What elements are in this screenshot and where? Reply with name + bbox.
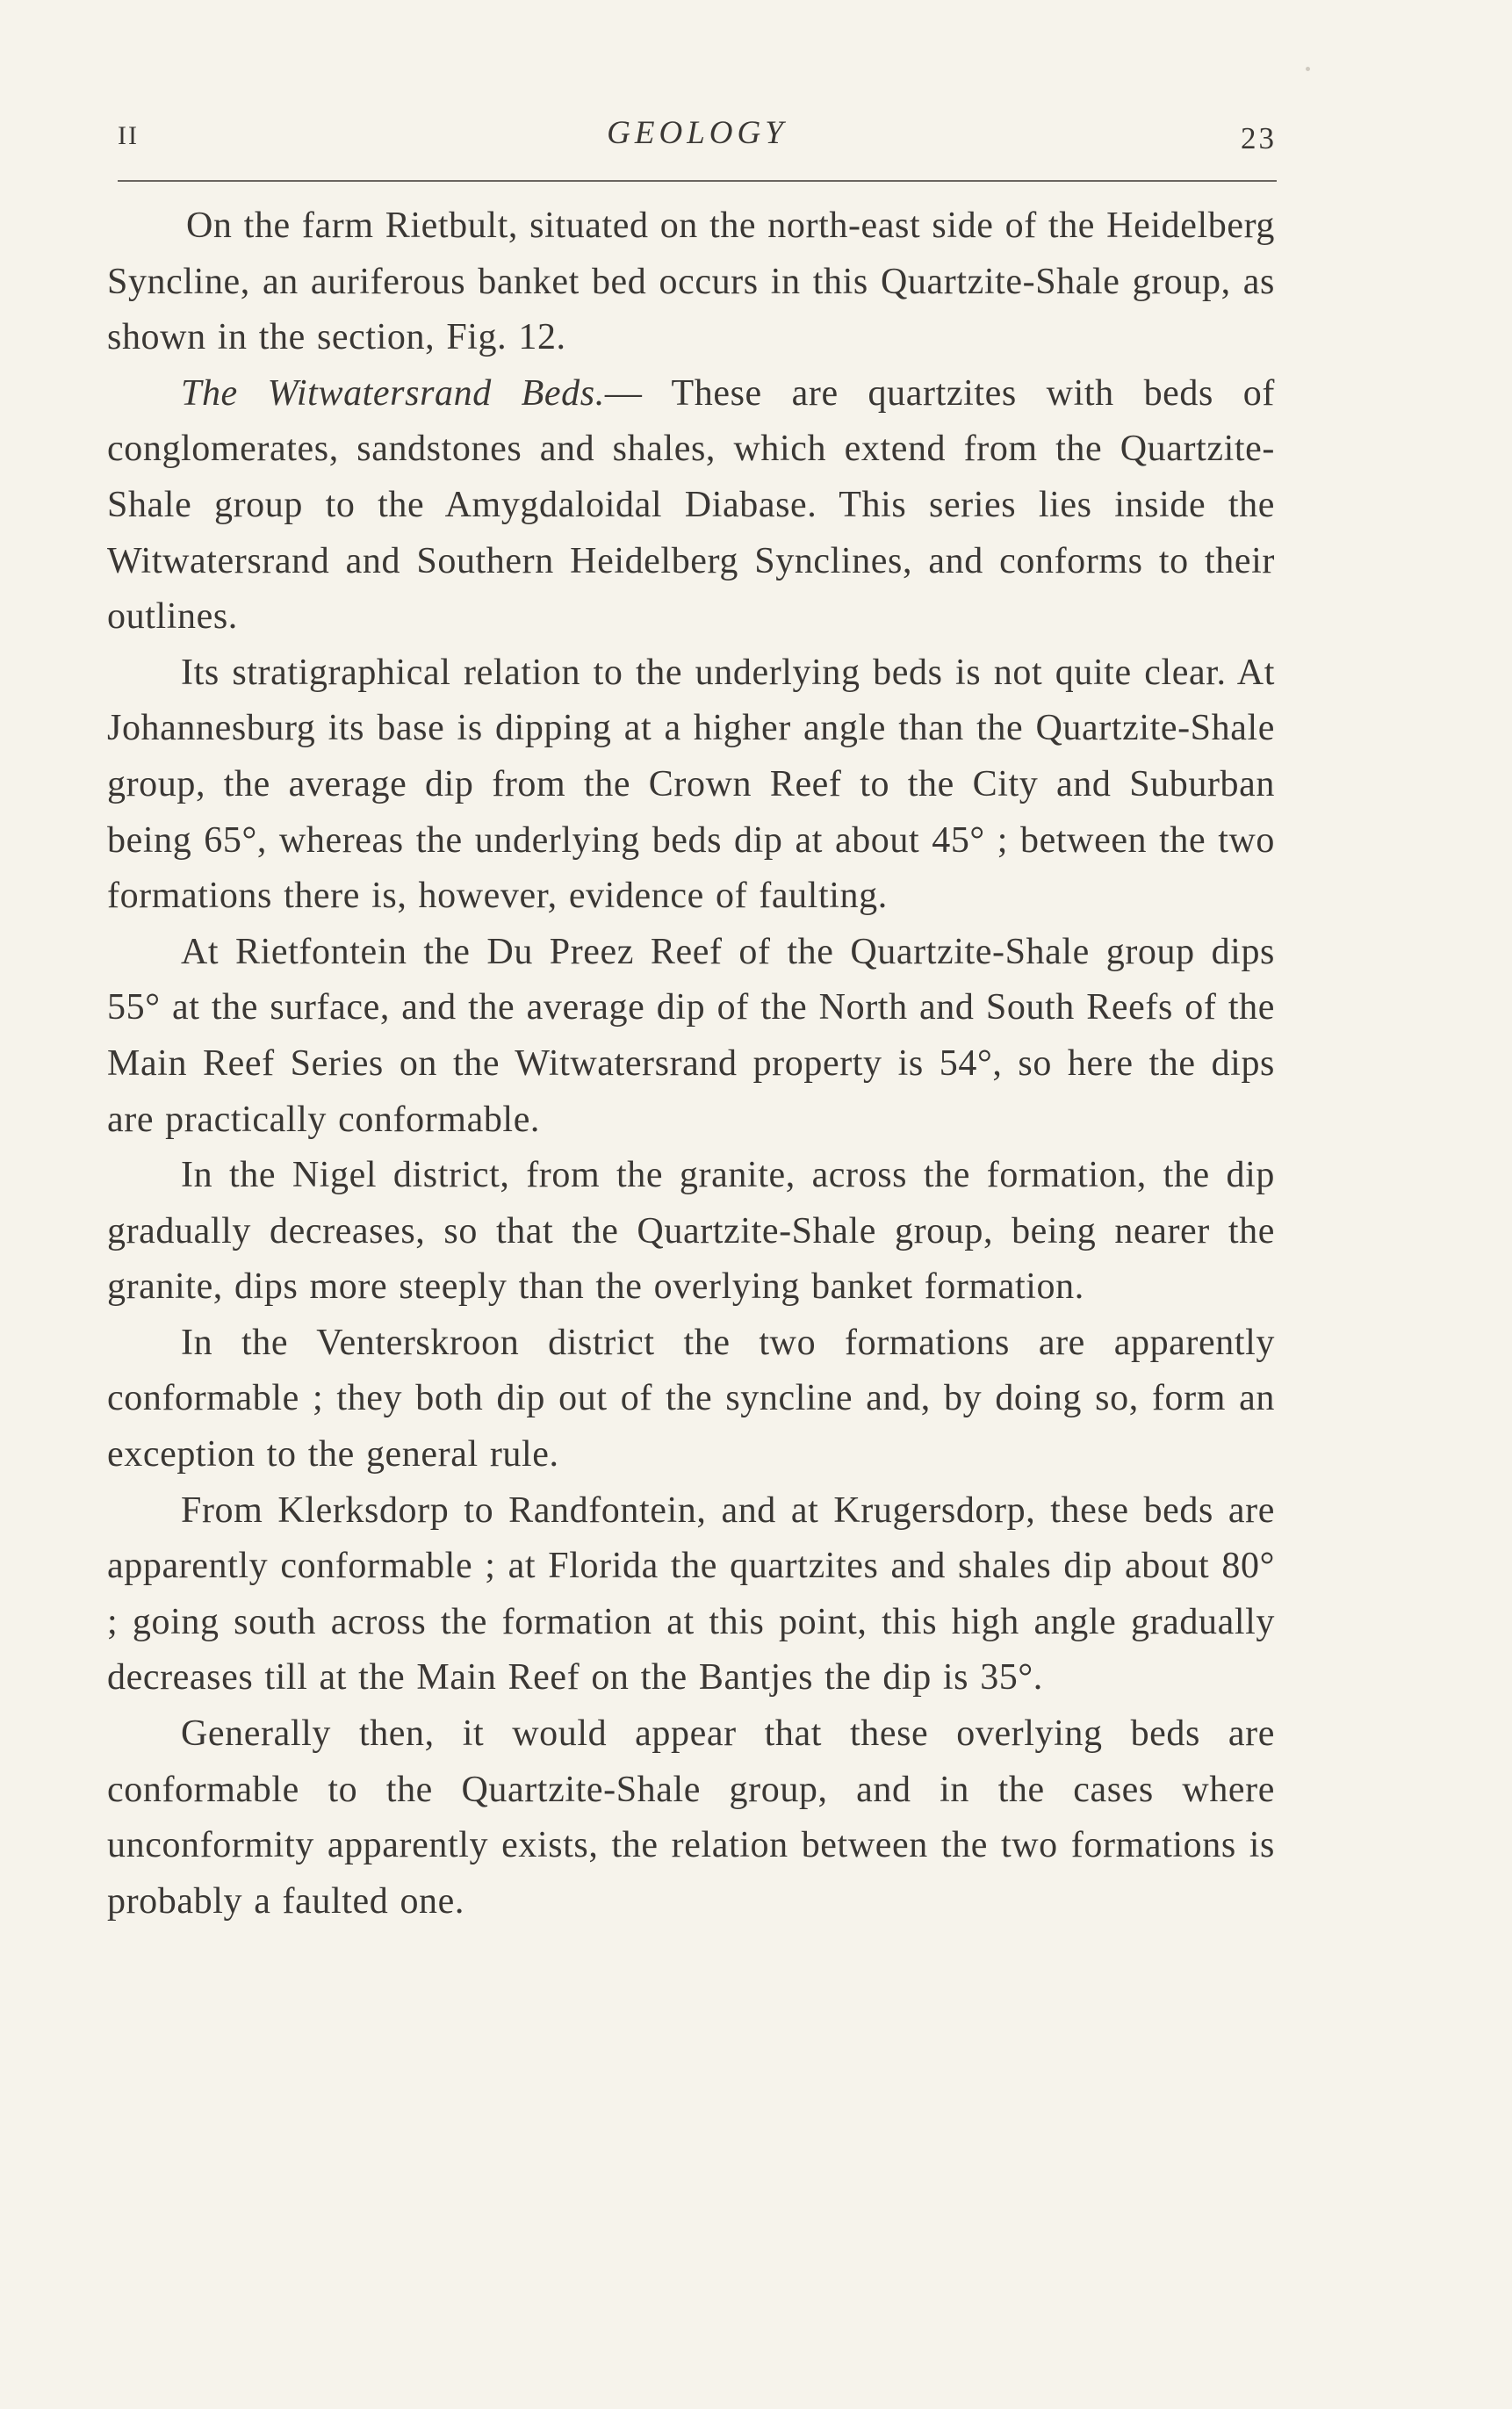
paragraph-venterskroon-district: In the Venterskroon district the two formations are apparently conformable ; they both dip out of the syncline and, by doing so, form an exception to the general rule. [107,1322,1275,1475]
paragraph-witwatersrand-beds [107,366,1275,646]
running-title: GEOLOGY [607,115,788,151]
section-heading-witwatersrand-beds: The Witwatersrand Beds. [181,372,605,414]
chapter-number: II [118,121,139,150]
paragraph-rietbult: On the farm Rietbult, situated on the north-east side of the Heidelberg Syncline, an auriferous banket bed occurs in this Quartzite-Shale group, as shown in the section, Fig. 12. [107,206,1275,358]
paragraph-witwatersrand-beds-text: — These are quartzites with beds of conglomerates, sandstones and shales, which extend from the Quartzite-Shale group to the Amygdaloidal Diabase. This series lies inside the Witwatersrand and Southern Heidelberg Synclines, and conforms to their outlines. [107,372,1275,638]
paragraph-rietfontein: At Rietfontein the Du Preez Reef of the Quartzite-Shale group dips 55° at the surface, and the average dip of the North and South Reefs of the Main Reef Series on the Witwatersrand property is 54°, so here the dips are practically conformable. [107,931,1275,1140]
body-text [107,198,1275,1929]
paragraph-stratigraphical-relation: Its stratigraphical relation to the underlying beds is not quite clear. At Johannesburg its base is dipping at a higher angle than the Quartzite-Shale group, the average dip from the Crown Reef to the City and Suburban being 65°, whereas the underlying beds dip at about 45° ; between the two formations there is, however, evidence of faulting. [107,652,1275,917]
page-header [118,112,1277,165]
paragraph-klerksdorp-randfontein: From Klerksdorp to Randfontein, and at Krugersdorp, these beds are apparently conformable ; at Florida the quartzites and shales dip about 80° ; going south across the formation at this point, this high angle gradually decreases till at the Main Reef on the Bantjes the dip is 35°. [107,1489,1275,1699]
paragraph-nigel-district: In the Nigel district, from the granite, across the formation, the dip gradually decreases, so that the Quartzite-Shale group, being nearer the granite, dips more steeply than the overlying banket formation. [107,1155,1275,1308]
page-number: 23 [1241,121,1277,155]
paragraph-conclusion: Generally then, it would appear that these overlying beds are conformable to the Quartzite-Shale group, and in the cases where unconformity apparently exists, the relation between the two formations is probably a faulted one. [107,1713,1275,1922]
header-rule [118,180,1277,182]
paper-speck [1306,67,1310,71]
